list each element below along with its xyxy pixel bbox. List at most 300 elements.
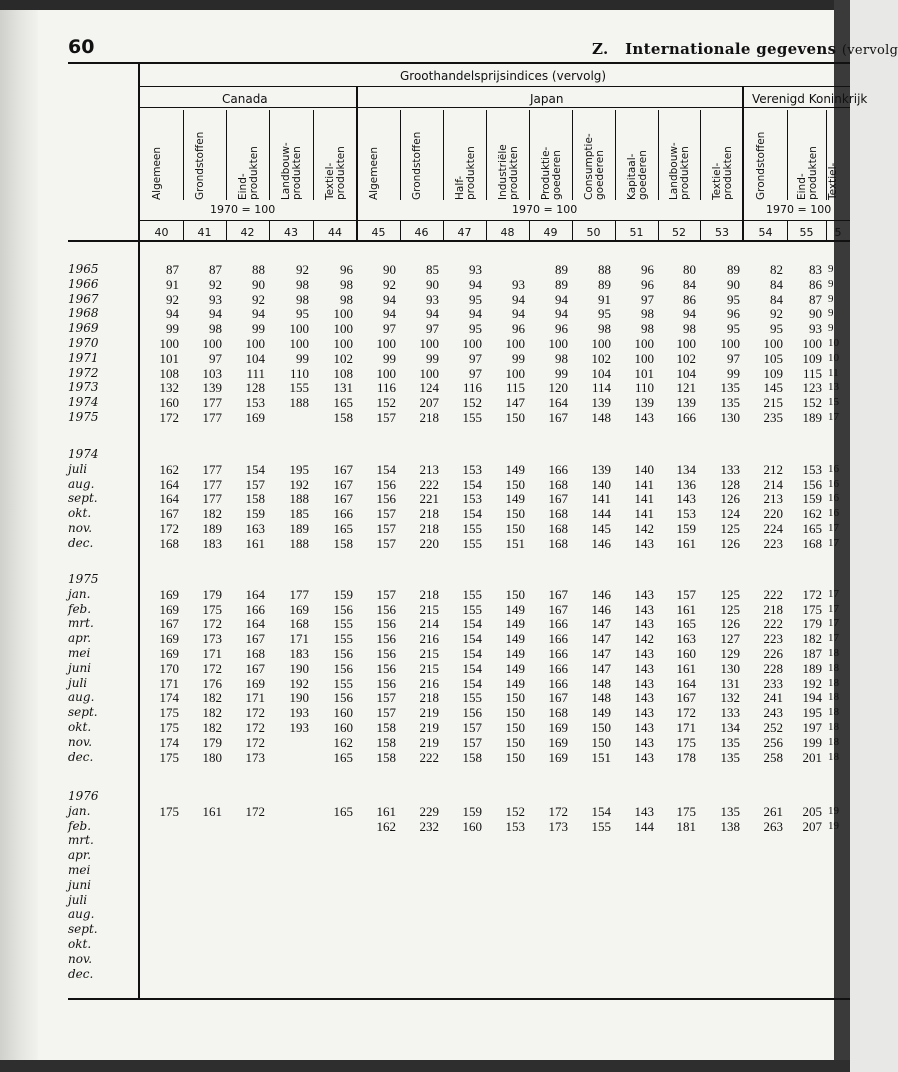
row-label: juni xyxy=(68,877,92,892)
table-cell: 188 xyxy=(289,395,309,411)
table-cell: 95 xyxy=(296,306,309,322)
table-cell: 147 xyxy=(591,646,611,661)
row-label: dec. xyxy=(68,749,94,764)
column-header-label: Algemeen xyxy=(367,146,380,200)
table-cell: 100 xyxy=(634,336,654,351)
table-cell: 95 xyxy=(727,321,740,337)
column-divider xyxy=(226,220,227,240)
column-number: 45 xyxy=(371,226,386,239)
table-cell: 185 xyxy=(289,506,309,522)
table-cell: 153 xyxy=(802,461,822,477)
table-cell: 179 xyxy=(202,734,222,750)
table-cell: 192 xyxy=(289,675,309,691)
table-cell: 177 xyxy=(202,491,222,507)
column-number: 43 xyxy=(284,226,298,239)
column-divider xyxy=(529,110,530,200)
column-divider xyxy=(700,110,701,200)
table-cell: 221 xyxy=(419,491,439,507)
table-cell: 165 xyxy=(802,521,822,536)
row-label: juli xyxy=(68,892,88,907)
table-cell: 98 xyxy=(296,291,309,307)
table-cell: 115 xyxy=(505,380,525,396)
column-header-label: Grondstoffen xyxy=(193,131,206,200)
table-cell: 177 xyxy=(202,476,222,492)
table-cell: 173 xyxy=(548,818,568,834)
table-cell: 241 xyxy=(763,690,783,706)
table-cell: 16 xyxy=(828,492,839,505)
table-cell: 86 xyxy=(809,276,822,292)
table-cell: 164 xyxy=(548,395,568,411)
table-cell: 133 xyxy=(720,461,740,477)
table-cell: 167 xyxy=(245,660,265,676)
table-cell: 159 xyxy=(802,491,822,507)
table-cell: 224 xyxy=(763,521,783,536)
scan-bottom-edge xyxy=(0,1060,850,1072)
column-number: 5 xyxy=(834,226,842,239)
table-cell: 153 xyxy=(676,506,696,522)
table-cell: 171 xyxy=(245,690,265,706)
table-cell: 18 xyxy=(828,750,839,763)
column-number: 50 xyxy=(586,226,601,239)
table-cell: 160 xyxy=(333,720,353,735)
table-cell: 149 xyxy=(505,646,525,661)
table-cell: 100 xyxy=(802,336,822,351)
table-cell: 170 xyxy=(159,660,179,676)
table-cell: 17 xyxy=(828,536,839,549)
table-cell: 132 xyxy=(159,380,179,396)
label-column-divider xyxy=(138,62,140,1000)
table-cell: 96 xyxy=(641,262,654,277)
table-cell: 9 xyxy=(828,307,834,320)
table-cell: 168 xyxy=(159,535,179,551)
table-cell: 149 xyxy=(505,631,525,647)
column-divider xyxy=(269,110,270,200)
table-cell: 16 xyxy=(828,462,839,475)
table-cell: 160 xyxy=(159,395,179,411)
column-header-label: Produktie- goederen xyxy=(539,146,563,200)
table-cell: 155 xyxy=(462,521,482,536)
table-cell: 19 xyxy=(828,804,839,817)
table-cell: 216 xyxy=(419,675,439,691)
table-cell: 94 xyxy=(469,276,482,292)
table-cell: 199 xyxy=(802,734,822,750)
table-cell: 16 xyxy=(828,507,839,520)
table-cell: 100 xyxy=(376,336,396,351)
table-cell: 172 xyxy=(245,720,265,735)
table-cell: 111 xyxy=(246,365,265,381)
table-cell: 162 xyxy=(376,818,396,834)
table-cell: 157 xyxy=(462,734,482,750)
table-cell: 175 xyxy=(159,720,179,735)
table-cell: 215 xyxy=(763,395,783,411)
table-cell: 166 xyxy=(245,601,265,617)
table-cell: 116 xyxy=(376,380,396,396)
table-cell: 154 xyxy=(462,631,482,647)
table-cell: 175 xyxy=(159,803,179,819)
table-cell: 155 xyxy=(462,690,482,706)
table-cell: 150 xyxy=(505,476,525,492)
table-cell: 17 xyxy=(828,587,839,600)
table-cell: 164 xyxy=(245,616,265,632)
table-cell: 150 xyxy=(505,410,525,425)
table-cell: 179 xyxy=(202,586,222,602)
page-title-main: Internationale gegevens xyxy=(625,40,837,58)
table-cell: 84 xyxy=(770,276,783,292)
table-cell: 104 xyxy=(591,365,611,381)
column-header-label: Textiel- xyxy=(827,162,839,200)
table-cell: 100 xyxy=(505,365,525,381)
table-cell: 140 xyxy=(591,476,611,492)
table-cell: 162 xyxy=(802,506,822,522)
table-cell: 159 xyxy=(245,506,265,522)
table-cell: 157 xyxy=(376,690,396,706)
column-number: 52 xyxy=(672,226,686,239)
table-cell: 153 xyxy=(245,395,265,411)
table-cell: 147 xyxy=(591,631,611,647)
table-cell: 97 xyxy=(383,321,396,337)
table-cell: 169 xyxy=(159,646,179,661)
table-cell: 150 xyxy=(505,690,525,706)
table-cell: 220 xyxy=(419,535,439,551)
table-cell: 84 xyxy=(770,291,783,307)
table-cell: 154 xyxy=(462,616,482,632)
column-header-label: Algemeen xyxy=(150,146,163,200)
table-cell: 98 xyxy=(598,321,611,337)
table-cell: 94 xyxy=(469,306,482,322)
table-cell: 18 xyxy=(828,661,839,674)
table-cell: 9 xyxy=(828,322,834,335)
table-cell: 182 xyxy=(202,705,222,721)
table-cell: 172 xyxy=(202,616,222,632)
table-cell: 219 xyxy=(419,734,439,750)
table-cell: 175 xyxy=(159,705,179,721)
table-cell: 169 xyxy=(245,410,265,425)
table-cell: 161 xyxy=(676,535,696,551)
table-cell: 192 xyxy=(289,476,309,492)
base-label-japan: 1970 = 100 xyxy=(512,203,578,216)
table-cell: 124 xyxy=(419,380,439,396)
table-cell: 165 xyxy=(333,521,353,536)
table-cell: 125 xyxy=(720,521,740,536)
table-cell: 136 xyxy=(676,476,696,492)
table-cell: 96 xyxy=(555,321,568,337)
table-cell: 159 xyxy=(333,586,353,602)
table-cell: 94 xyxy=(166,306,179,322)
table-cell: 167 xyxy=(548,586,568,602)
table-cell: 17 xyxy=(828,617,839,630)
table-cell: 165 xyxy=(333,749,353,765)
table-cell: 92 xyxy=(209,276,222,292)
table-cell: 205 xyxy=(802,803,822,819)
table-cell: 97 xyxy=(469,365,482,381)
table-cell: 195 xyxy=(289,461,309,477)
column-number: 46 xyxy=(414,226,429,239)
table-cell: 147 xyxy=(591,660,611,676)
scan-binding-shadow xyxy=(0,0,38,1072)
table-cell: 169 xyxy=(289,601,309,617)
page-title-continued: (vervolg xyxy=(841,43,898,58)
table-cell: 153 xyxy=(462,491,482,507)
table-cell: 157 xyxy=(376,506,396,522)
row-label: nov. xyxy=(68,521,93,535)
table-cell: 85 xyxy=(426,262,439,277)
table-cell: 222 xyxy=(763,586,783,602)
table-cell: 16 xyxy=(828,477,839,490)
table-cell: 143 xyxy=(634,749,654,765)
table-cell: 155 xyxy=(462,535,482,551)
table-cell: 212 xyxy=(763,461,783,477)
table-cell: 165 xyxy=(333,803,353,819)
table-cell: 100 xyxy=(419,336,439,351)
table-cell: 98 xyxy=(555,350,568,366)
table-cell: 158 xyxy=(376,734,396,750)
table-cell: 158 xyxy=(376,720,396,735)
table-cell: 134 xyxy=(720,720,740,735)
table-cell: 121 xyxy=(676,380,696,396)
table-cell: 93 xyxy=(809,321,822,337)
table-cell: 165 xyxy=(676,616,696,632)
table-cell: 18 xyxy=(828,706,839,719)
table-cell: 157 xyxy=(376,521,396,536)
group-title: Groothandelsprijsindices (vervolg) xyxy=(400,69,607,83)
table-cell: 102 xyxy=(333,350,353,366)
table-cell: 99 xyxy=(727,365,740,381)
table-cell: 222 xyxy=(763,616,783,632)
table-cell: 149 xyxy=(505,660,525,676)
column-divider xyxy=(658,110,659,200)
table-cell: 139 xyxy=(634,395,654,411)
table-cell: 90 xyxy=(252,276,265,292)
table-cell: 182 xyxy=(202,506,222,522)
table-cell: 148 xyxy=(591,410,611,425)
table-cell: 166 xyxy=(333,506,353,522)
table-cell: 19 xyxy=(828,819,839,832)
table-cell: 168 xyxy=(548,476,568,492)
table-cell: 128 xyxy=(245,380,265,396)
table-cell: 168 xyxy=(548,535,568,551)
table-cell: 168 xyxy=(548,521,568,536)
row-label: 1972 xyxy=(68,365,99,380)
table-cell: 177 xyxy=(289,586,309,602)
row-label: juli xyxy=(68,675,88,690)
table-cell: 92 xyxy=(252,291,265,307)
table-cell: 135 xyxy=(720,380,740,396)
table-cell: 169 xyxy=(548,734,568,750)
table-cell: 171 xyxy=(676,720,696,735)
table-cell: 193 xyxy=(289,705,309,721)
table-cell: 150 xyxy=(591,720,611,735)
table-cell: 149 xyxy=(591,705,611,721)
page-title xyxy=(592,40,898,58)
table-cell: 94 xyxy=(555,291,568,307)
table-cell: 148 xyxy=(591,690,611,706)
table-cell: 252 xyxy=(763,720,783,735)
table-cell: 127 xyxy=(720,631,740,647)
table-cell: 182 xyxy=(202,690,222,706)
table-cell: 97 xyxy=(727,350,740,366)
table-cell: 89 xyxy=(555,276,568,292)
table-cell: 100 xyxy=(289,336,309,351)
table-cell: 17 xyxy=(828,411,839,423)
table-cell: 168 xyxy=(548,705,568,721)
table-cell: 188 xyxy=(289,535,309,551)
table-cell: 161 xyxy=(202,803,222,819)
column-divider xyxy=(787,110,788,200)
table-cell: 162 xyxy=(159,461,179,477)
column-number: 49 xyxy=(543,226,558,239)
row-label: 1968 xyxy=(68,306,99,321)
table-cell: 94 xyxy=(383,291,396,307)
table-cell: 98 xyxy=(641,306,654,322)
table-cell: 139 xyxy=(202,380,222,396)
table-cell: 143 xyxy=(634,586,654,602)
table-cell: 92 xyxy=(296,262,309,277)
table-cell: 156 xyxy=(333,646,353,661)
table-cell: 171 xyxy=(202,646,222,661)
row-label: 1974 xyxy=(68,395,99,410)
table-cell: 172 xyxy=(676,705,696,721)
table-cell: 168 xyxy=(802,535,822,551)
table-cell: 187 xyxy=(802,646,822,661)
table-cell: 157 xyxy=(376,705,396,721)
table-cell: 158 xyxy=(333,410,353,425)
table-cell: 216 xyxy=(419,631,439,647)
row-label: 1975 xyxy=(68,410,99,424)
table-cell: 160 xyxy=(462,818,482,834)
table-cell: 100 xyxy=(591,336,611,351)
table-cell: 167 xyxy=(159,616,179,632)
table-cell: 135 xyxy=(720,749,740,765)
column-divider xyxy=(183,220,184,240)
table-cell: 100 xyxy=(333,306,353,322)
table-cell: 92 xyxy=(383,276,396,292)
table-cell: 105 xyxy=(763,350,783,366)
table-cell: 97 xyxy=(469,350,482,366)
group-japan: Japan xyxy=(530,92,564,106)
table-cell: 98 xyxy=(641,321,654,337)
table-cell: 189 xyxy=(802,410,822,425)
column-number: 41 xyxy=(197,226,212,239)
table-cell: 17 xyxy=(828,602,839,615)
table-cell: 97 xyxy=(209,350,222,366)
column-header-label: Consumptie- goederen xyxy=(582,133,606,200)
column-divider xyxy=(700,220,701,240)
table-cell: 94 xyxy=(512,291,525,307)
table-cell: 143 xyxy=(634,410,654,425)
table-cell: 154 xyxy=(462,476,482,492)
column-divider xyxy=(486,220,487,240)
table-cell: 177 xyxy=(202,395,222,411)
table-cell: 147 xyxy=(505,395,525,411)
table-cell: 179 xyxy=(802,616,822,632)
table-cell: 174 xyxy=(159,734,179,750)
table-cell: 15 xyxy=(828,396,839,409)
table-cell: 156 xyxy=(333,690,353,706)
table-cell: 164 xyxy=(676,675,696,691)
column-header-label: Eind- produkten xyxy=(795,146,819,200)
table-cell: 176 xyxy=(202,675,222,691)
table-cell: 164 xyxy=(245,586,265,602)
table-cell: 110 xyxy=(634,380,654,396)
table-cell: 214 xyxy=(419,616,439,632)
table-cell: 95 xyxy=(469,321,482,337)
table-cell: 143 xyxy=(676,491,696,507)
row-label: mrt. xyxy=(68,616,94,631)
table-cell: 142 xyxy=(634,631,654,647)
table-cell: 143 xyxy=(634,660,654,676)
table-cell: 213 xyxy=(419,461,439,477)
table-cell: 150 xyxy=(505,521,525,536)
table-cell: 218 xyxy=(419,690,439,706)
table-cell: 92 xyxy=(770,306,783,322)
column-header-label: Kapitaal- goederen xyxy=(625,150,649,200)
table-cell: 168 xyxy=(548,506,568,522)
table-cell: 161 xyxy=(676,660,696,676)
table-cell: 141 xyxy=(634,476,654,492)
column-divider xyxy=(787,220,788,240)
table-cell: 157 xyxy=(462,720,482,735)
table-cell: 177 xyxy=(202,461,222,477)
table-cell: 157 xyxy=(376,410,396,425)
table-cell: 149 xyxy=(505,601,525,617)
column-header-label: Grondstoffen xyxy=(410,131,423,200)
table-cell: 100 xyxy=(548,336,568,351)
table-cell: 166 xyxy=(548,646,568,661)
table-cell: 88 xyxy=(598,262,611,277)
row-label: mei xyxy=(68,863,91,877)
table-cell: 263 xyxy=(763,818,783,834)
table-cell: 161 xyxy=(245,535,265,551)
table-cell: 139 xyxy=(676,395,696,411)
column-divider xyxy=(826,220,827,240)
table-cell: 100 xyxy=(289,321,309,337)
table-cell: 160 xyxy=(333,705,353,721)
table-cell: 104 xyxy=(676,365,696,381)
base-label-canada: 1970 = 100 xyxy=(210,203,276,216)
table-cell: 156 xyxy=(376,631,396,647)
table-cell: 131 xyxy=(720,675,740,691)
table-cell: 84 xyxy=(683,276,696,292)
table-cell: 11 xyxy=(828,366,839,379)
japan-uk-divider xyxy=(742,86,744,242)
table-cell: 158 xyxy=(333,535,353,551)
table-cell: 166 xyxy=(548,660,568,676)
table-cell: 167 xyxy=(333,491,353,507)
table-cell: 182 xyxy=(802,631,822,647)
table-cell: 150 xyxy=(505,749,525,765)
table-cell: 87 xyxy=(166,262,179,277)
header-bottom-rule xyxy=(68,240,850,242)
table-cell: 100 xyxy=(419,365,439,381)
table-cell: 175 xyxy=(202,601,222,617)
block-year-heading: 1974 xyxy=(68,447,99,461)
row-label: 1966 xyxy=(68,276,99,291)
table-cell: 134 xyxy=(676,461,696,477)
table-cell: 175 xyxy=(676,734,696,750)
table-cell: 166 xyxy=(548,675,568,691)
table-cell: 159 xyxy=(462,803,482,819)
table-cell: 100 xyxy=(333,321,353,337)
table-cell: 96 xyxy=(727,306,740,322)
row-label: okt. xyxy=(68,720,92,734)
table-cell: 155 xyxy=(333,631,353,647)
table-cell: 101 xyxy=(634,365,654,381)
column-divider xyxy=(615,110,616,200)
table-cell: 95 xyxy=(770,321,783,337)
column-number: 48 xyxy=(500,226,515,239)
column-divider xyxy=(615,220,616,240)
table-cell: 172 xyxy=(245,705,265,721)
